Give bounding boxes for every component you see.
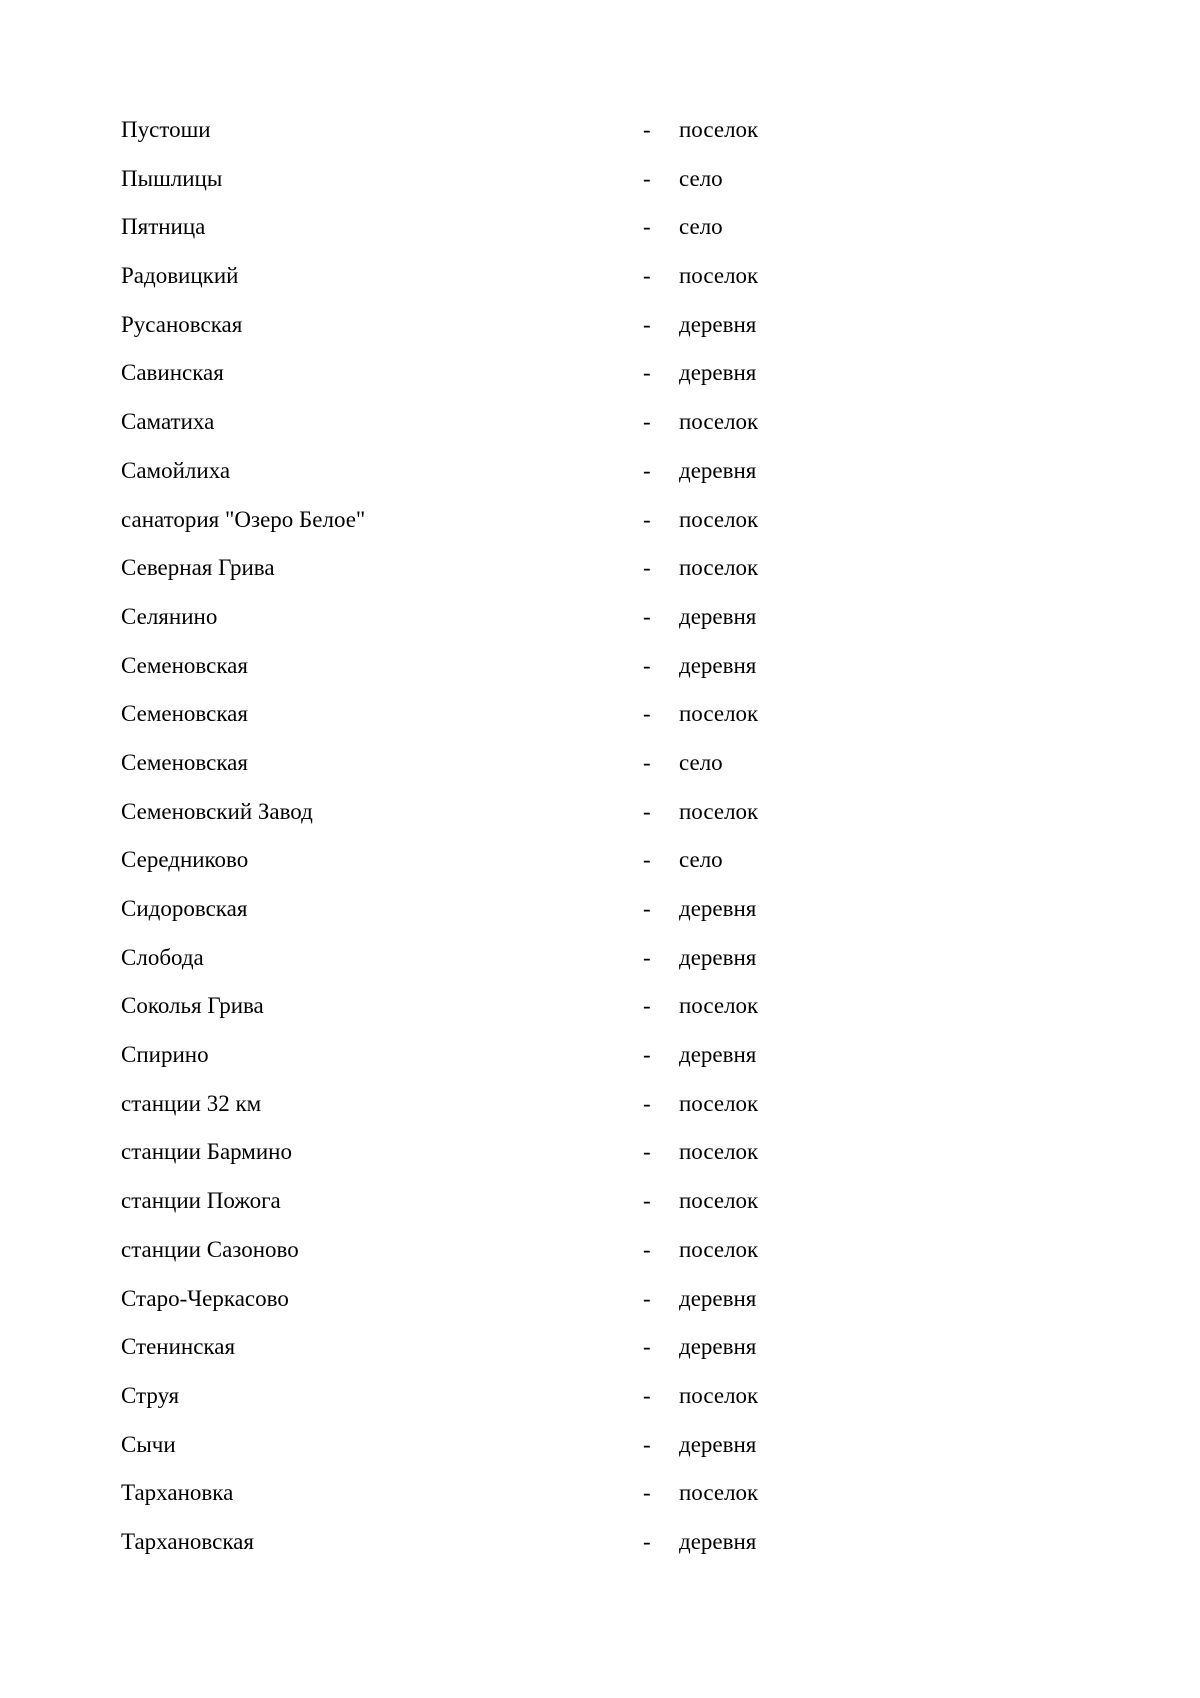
settlement-type: поселок <box>679 409 759 435</box>
list-item <box>121 934 821 983</box>
separator-dash: - <box>643 555 651 581</box>
list-item <box>121 496 821 545</box>
separator-dash: - <box>643 1042 651 1068</box>
settlement-name: Радовицкий <box>121 263 239 289</box>
settlement-name: Самойлиха <box>121 457 231 483</box>
settlement-type: деревня <box>679 360 757 386</box>
separator-dash: - <box>643 652 651 678</box>
list-item <box>121 690 821 739</box>
separator-dash: - <box>643 701 651 727</box>
settlement-type: деревня <box>679 1431 757 1457</box>
settlement-type: поселок <box>679 1236 759 1262</box>
separator-dash: - <box>643 457 651 483</box>
settlement-name: Середниково <box>121 847 249 873</box>
separator-dash: - <box>643 603 651 629</box>
separator-dash: - <box>643 896 651 921</box>
settlement-type: деревня <box>679 1042 757 1068</box>
separator-dash: - <box>643 798 651 824</box>
list-item <box>121 982 821 1031</box>
settlement-type: поселок <box>679 1090 759 1116</box>
settlement-type: поселок <box>679 263 759 289</box>
separator-dash: - <box>643 1139 651 1165</box>
settlement-type: деревня <box>679 896 757 921</box>
separator-dash: - <box>643 1528 651 1554</box>
settlement-type: деревня <box>679 944 757 970</box>
settlement-type: деревня <box>679 652 757 678</box>
separator-dash: - <box>643 165 651 191</box>
list-item <box>121 642 821 691</box>
settlement-name: Семеновская <box>121 701 248 727</box>
list-item <box>121 1372 821 1421</box>
settlement-type: поселок <box>679 798 759 824</box>
separator-dash: - <box>643 1188 651 1214</box>
settlement-name: Старо-Черкасово <box>121 1285 289 1311</box>
settlement-type: поселок <box>679 1188 759 1214</box>
separator-dash: - <box>643 1382 651 1408</box>
settlement-name: Селянино <box>121 603 218 629</box>
separator-dash: - <box>643 1480 651 1506</box>
separator-dash: - <box>643 1236 651 1262</box>
settlement-name: Сычи <box>121 1431 176 1457</box>
settlement-type: село <box>679 749 723 775</box>
settlement-type: село <box>679 847 723 873</box>
settlement-type: поселок <box>679 555 759 581</box>
separator-dash: - <box>643 1090 651 1116</box>
separator-dash: - <box>643 993 651 1019</box>
list-item <box>121 1275 821 1324</box>
settlement-name: Стенинская <box>121 1334 236 1360</box>
separator-dash: - <box>643 847 651 873</box>
settlement-type: деревня <box>679 1285 757 1311</box>
settlement-type: поселок <box>679 1480 759 1506</box>
settlement-name: санатория "Озеро Белое" <box>121 506 366 532</box>
settlement-type: село <box>679 214 723 240</box>
separator-dash: - <box>643 117 651 142</box>
list-item <box>121 1128 821 1177</box>
settlement-type: поселок <box>679 506 759 532</box>
separator-dash: - <box>643 1431 651 1457</box>
separator-dash: - <box>643 749 651 775</box>
list-item <box>121 252 821 301</box>
settlement-name: Тархановская <box>121 1528 254 1554</box>
settlement-type: село <box>679 165 723 191</box>
settlement-name: Русановская <box>121 311 243 337</box>
list-item <box>121 106 821 155</box>
settlement-name: Семеновская <box>121 749 248 775</box>
settlement-type: деревня <box>679 457 757 483</box>
settlement-type: поселок <box>679 1139 759 1165</box>
settlement-type: деревня <box>679 1334 757 1360</box>
list-item <box>121 1031 821 1080</box>
settlement-name: станции Бармино <box>121 1139 292 1165</box>
separator-dash: - <box>643 409 651 435</box>
settlement-name: станции 32 км <box>121 1090 262 1116</box>
separator-dash: - <box>643 311 651 337</box>
settlement-name: станции Сазоново <box>121 1236 299 1262</box>
settlement-name: Северная Грива <box>121 555 275 581</box>
separator-dash: - <box>643 1334 651 1360</box>
settlement-type: поселок <box>679 1382 759 1408</box>
list-item <box>121 349 821 398</box>
settlement-name: Семеновский Завод <box>121 798 313 824</box>
separator-dash: - <box>643 506 651 532</box>
list-item <box>121 788 821 837</box>
list-item <box>121 1421 821 1470</box>
settlement-name: Савинская <box>121 360 224 386</box>
settlement-name: Саматиха <box>121 409 215 435</box>
list-item <box>121 155 821 204</box>
separator-dash: - <box>643 944 651 970</box>
settlement-name: Спирино <box>121 1042 209 1068</box>
list-item <box>121 447 821 496</box>
separator-dash: - <box>643 1285 651 1311</box>
list-item <box>121 1226 821 1275</box>
list-item <box>121 1080 821 1129</box>
list-item <box>121 593 821 642</box>
settlement-type: деревня <box>679 603 757 629</box>
list-item <box>121 1177 821 1226</box>
list-item <box>121 885 821 934</box>
list-item <box>121 544 821 593</box>
separator-dash: - <box>643 360 651 386</box>
settlement-name: Пышлицы <box>121 165 223 191</box>
list-item <box>121 739 821 788</box>
settlement-type: поселок <box>679 701 759 727</box>
settlement-type: деревня <box>679 1528 757 1554</box>
settlement-name: Слобода <box>121 944 204 970</box>
settlement-name: Соколья Грива <box>121 993 264 1019</box>
list-item <box>121 301 821 350</box>
list-item <box>121 398 821 447</box>
settlement-name: станции Пожога <box>121 1188 281 1214</box>
settlement-name: Пустоши <box>121 117 211 142</box>
settlement-type: поселок <box>679 993 759 1019</box>
list-item <box>121 1469 821 1518</box>
settlement-name: Тархановка <box>121 1480 234 1506</box>
list-item <box>121 836 821 885</box>
settlement-list <box>121 106 821 1567</box>
settlement-type: деревня <box>679 311 757 337</box>
list-item <box>121 203 821 252</box>
settlement-name: Пятница <box>121 214 206 240</box>
settlement-type: поселок <box>679 117 759 142</box>
list-item <box>121 1518 821 1567</box>
settlement-name: Струя <box>121 1382 180 1408</box>
list-item <box>121 1323 821 1372</box>
settlement-name: Семеновская <box>121 652 248 678</box>
settlement-name: Сидоровская <box>121 896 248 921</box>
separator-dash: - <box>643 214 651 240</box>
separator-dash: - <box>643 263 651 289</box>
